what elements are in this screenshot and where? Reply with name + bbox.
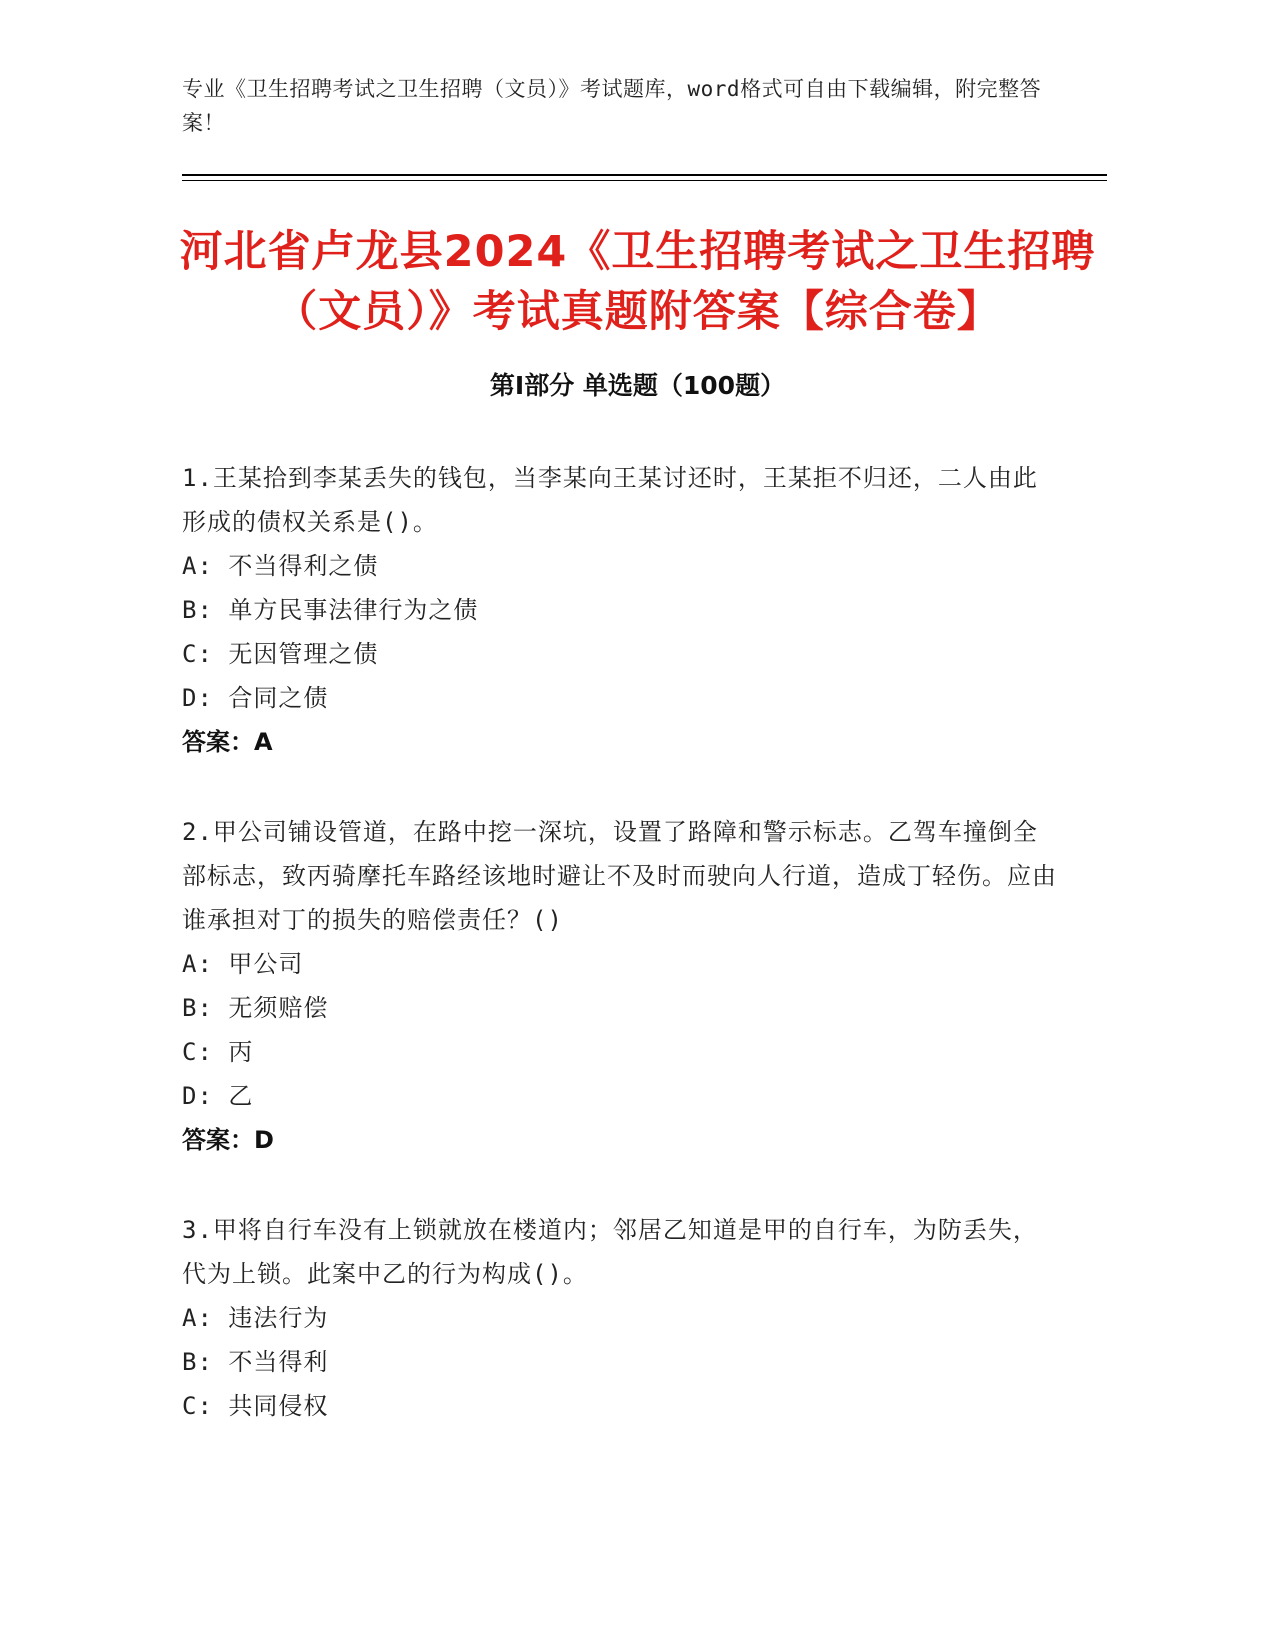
option-c: C: 无因管理之债 bbox=[182, 640, 379, 668]
document-title: 河北省卢龙县2024《卫生招聘考试之卫生招聘（文员）》考试真题附答案【综合卷】 bbox=[179, 227, 1096, 337]
question-stem: 3.甲将自行车没有上锁就放在楼道内；邻居乙知道是甲的自行车，为防丢失，代为上锁。此案中乙的行为构成()。 bbox=[182, 1216, 1038, 1288]
option-a: A: 不当得利之债 bbox=[182, 552, 379, 580]
question-2 bbox=[182, 810, 1062, 1162]
option-d: D: 乙 bbox=[182, 1082, 254, 1110]
option-a: A: 甲公司 bbox=[182, 950, 304, 978]
option-b: B: 不当得利 bbox=[182, 1348, 329, 1376]
option-b: B: 单方民事法律行为之债 bbox=[182, 596, 479, 624]
question-list bbox=[182, 456, 1062, 1474]
header-divider-thick bbox=[182, 174, 1107, 176]
option-b: B: 无须赔偿 bbox=[182, 994, 329, 1022]
question-stem: 1.王某拾到李某丢失的钱包，当李某向王某讨还时，王某拒不归还，二人由此形成的债权关系是()。 bbox=[182, 464, 1038, 536]
option-a: A: 违法行为 bbox=[182, 1304, 329, 1332]
header-note: 专业《卫生招聘考试之卫生招聘（文员）》考试题库，word格式可自由下载编辑，附完整答案！ bbox=[182, 77, 1042, 135]
question-3 bbox=[182, 1208, 1062, 1428]
option-c: C: 共同侵权 bbox=[182, 1392, 329, 1420]
option-c: C: 丙 bbox=[182, 1038, 254, 1066]
section-title: 第Ⅰ部分 单选题（100题） bbox=[489, 371, 786, 400]
answer-label: 答案：A bbox=[182, 728, 273, 756]
option-d: D: 合同之债 bbox=[182, 684, 329, 712]
question-1 bbox=[182, 456, 1062, 764]
header-divider-thin bbox=[182, 180, 1107, 181]
answer-label: 答案：D bbox=[182, 1126, 274, 1154]
question-stem: 2.甲公司铺设管道，在路中挖一深坑，设置了路障和警示标志。乙驾车撞倒全部标志，致丙骑摩托车路经该地时避让不及时而驶向人行道，造成丁轻伤。应由谁承担对丁的损失的赔偿责任？() bbox=[182, 818, 1057, 934]
